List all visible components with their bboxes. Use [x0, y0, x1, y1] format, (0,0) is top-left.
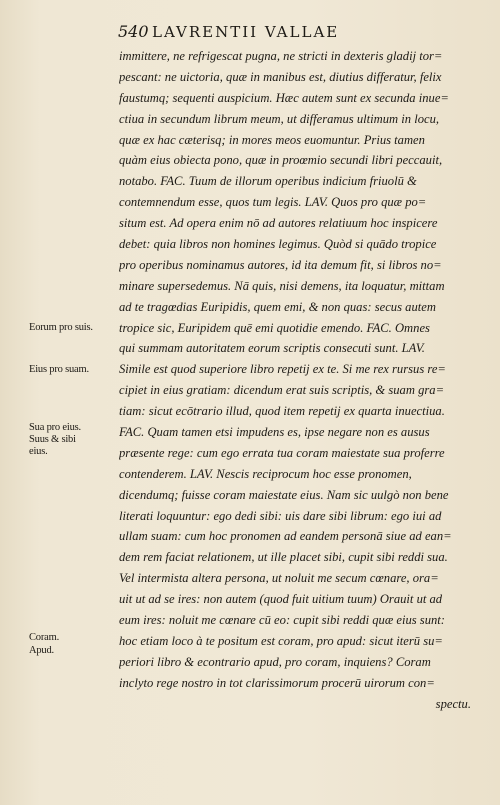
text-line: ctiua in secundum librum meum, ut differamus ultimum in locu,	[119, 111, 440, 126]
margin-note: Apud.	[29, 645, 54, 656]
text-line: hoc etiam loco à te positum est coram, pro apud: sicut iterū su=	[119, 633, 443, 648]
text-line: contenderem. LAV. Nescis reciprocum hoc esse pronomen,	[119, 466, 412, 481]
text-line: FAC. Quam tamen etsi impudens es, ipse negare non es ausus	[119, 425, 430, 440]
margin-note: Eius pro suam.	[29, 364, 89, 375]
text-line: pro operibus nominamus autores, id ita demum fit, si libros no=	[119, 257, 442, 272]
text-line: Vel intermista altera persona, ut noluit me secum cœnare, ora=	[119, 571, 439, 586]
text-line: minare supersedemus. Nā quis, nisi demens, ita loquatur, mittam	[119, 278, 445, 293]
margin-note: Suus & sibi	[29, 434, 76, 445]
margin-note: eius.	[29, 446, 48, 457]
text-line: dicendumq; fuisse coram maiestate eius. Nam sic uulgò non bene	[119, 487, 449, 502]
text-line: situm est. Ad opera enim nō ad autores relatiuum hoc inspicere	[119, 216, 438, 231]
text-line: quæ ex hac cæterisq; in mores meos euomuntur. Prius tamen	[119, 132, 425, 147]
text-line: ullam suam: cum hoc pronomen ad eandem personā siue ad ean=	[119, 529, 452, 544]
text-line: Simile est quod superiore libro repetij ex te. Si me rex rursus re=	[119, 362, 446, 377]
margin-note: Sua pro eius.	[29, 422, 81, 433]
text-line: præsente rege: cum ego errata tua coram maiestate sua proferre	[119, 445, 445, 460]
text-line: dem rem faciat relationem, ut ille placet sibi, cupit sibi reddi sua.	[119, 550, 448, 565]
text-line: eum ires: noluit me cœnare cū eo: cupit sibi reddi quæ eius sunt:	[119, 613, 445, 628]
text-line: inclyto rege nostro in tot clarissimorum procerū uirorum con=	[119, 675, 435, 690]
text-line: tiam: sicut ecōtrario illud, quod item repetij ex quarta inuectiua.	[119, 404, 445, 419]
text-line: literati loquuntur: ego dedi sibi: uis dare sibi librum: ego iui ad	[119, 508, 442, 523]
text-line: tropice sic, Euripidem quē emi quotidie emendo. FAC. Omnes	[119, 320, 430, 335]
text-line: uit ut ad se ires: non autem (quod fuit uitium tuum) Orauit ut ad	[119, 592, 443, 607]
margin-note: Coram.	[29, 632, 60, 643]
text-line: spectu.	[435, 696, 471, 711]
text-line: qui summam autoritatem eorum scriptis consecuti sunt. LAV.	[119, 341, 425, 356]
text-line: cipiet in eius gratiam: dicendum erat suis scriptis, & suam gra=	[119, 383, 445, 398]
page-header	[92, 22, 472, 42]
text-line: quàm eius obiecta pono, quæ in proœmio secundi libri peccauit,	[119, 153, 443, 168]
text-line: pescant: ne uictoria, quæ in manibus est, diutius differatur, felix	[119, 69, 442, 84]
text-line: contemnendum esse, quos tum legis. LAV. Quos pro quæ po=	[119, 195, 427, 210]
running-head: LAVRENTII VALLAE	[152, 23, 340, 41]
text-line: notabo. FAC. Tuum de illorum operibus indicium friuolū &	[119, 174, 417, 189]
text-line: debet: quia libros non homines legimus. Quòd si quādo tropice	[119, 237, 437, 252]
text-line: periori libro & econtrario apud, pro coram, inquiens? Coram	[119, 654, 431, 669]
text-line: faustumq; sequenti auspicium. Hæc autem sunt ex secunda inue=	[119, 90, 449, 105]
margin-note: Eorum pro suis.	[29, 322, 93, 333]
body-text	[119, 46, 477, 715]
margin-notes	[0, 0, 120, 805]
text-line: immittere, ne refrigescat pugna, ne stricti in dexteris gladij tor=	[119, 49, 443, 63]
text-line: ad te tragœdias Euripidis, quem emi, & non quas: secus autem	[119, 299, 436, 314]
page-number: 540	[118, 22, 149, 41]
